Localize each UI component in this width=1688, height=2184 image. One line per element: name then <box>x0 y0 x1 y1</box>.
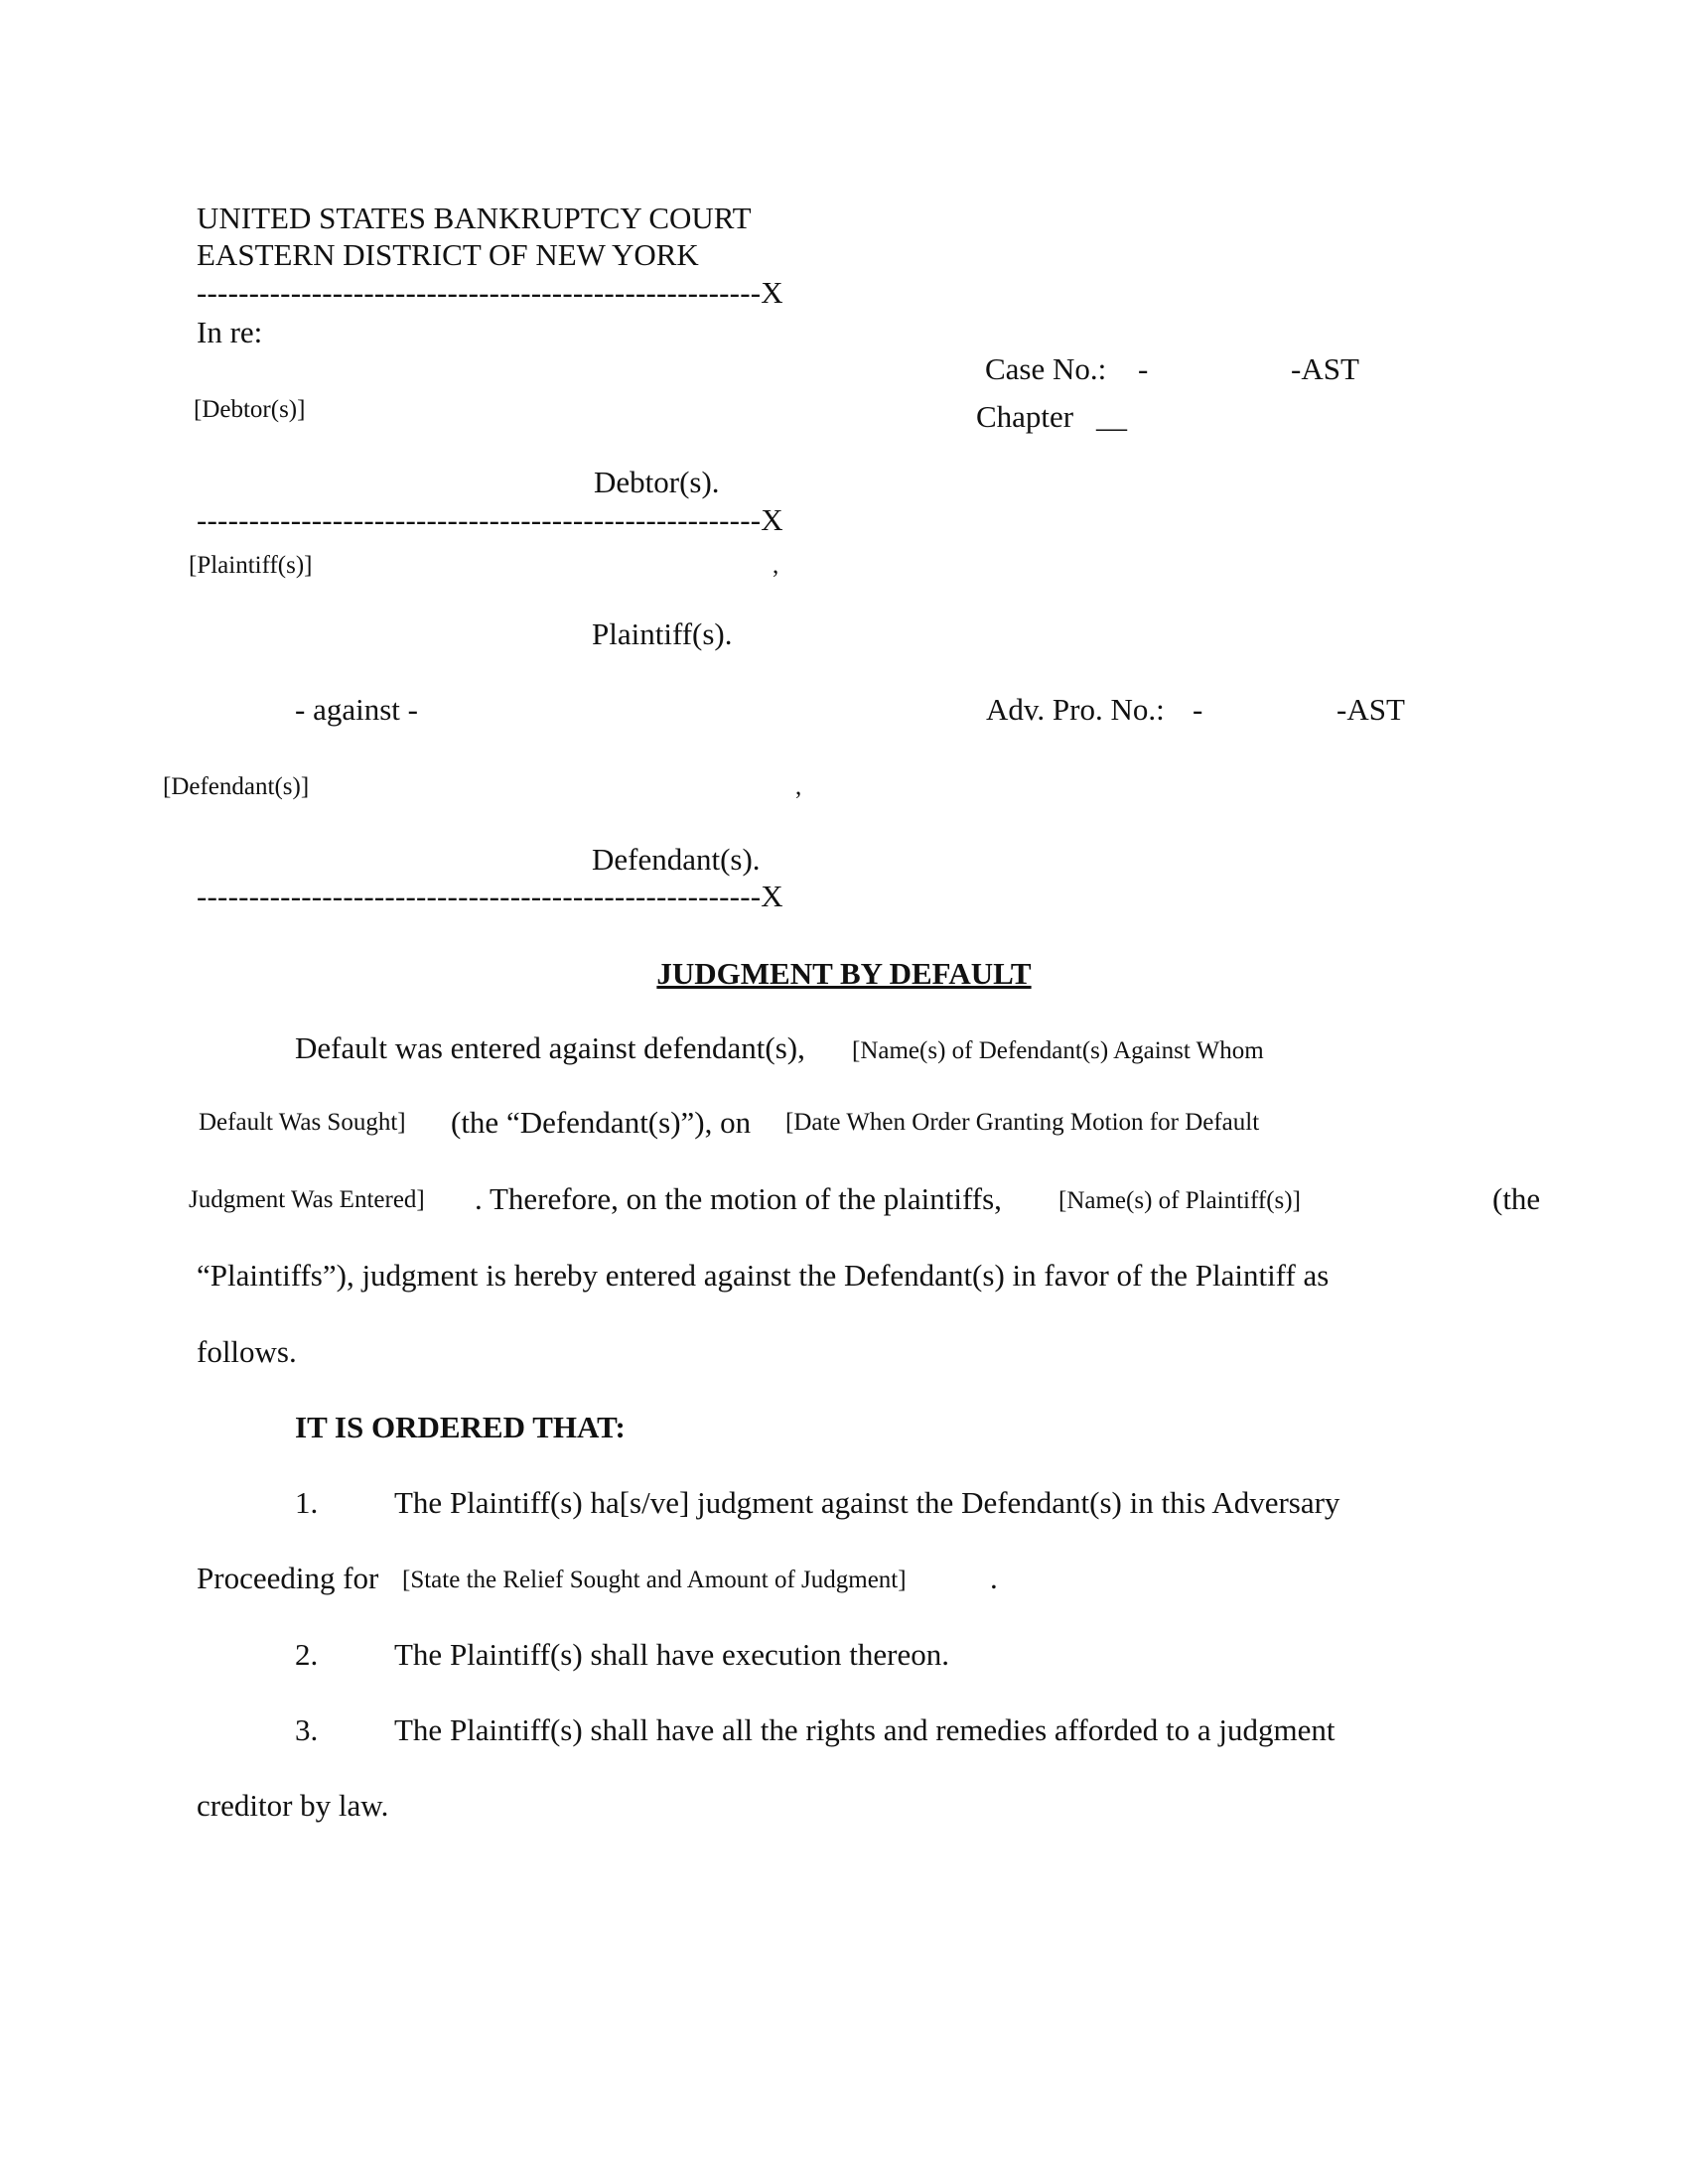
item-3-line-2: creditor by law. <box>197 1788 389 1823</box>
body-line-5: follows. <box>197 1334 297 1369</box>
item-2-text: The Plaintiff(s) shall have execution thereon. <box>394 1637 949 1672</box>
plaintiff-comma: , <box>773 552 779 579</box>
case-no-dash: - <box>1138 351 1149 386</box>
caption-divider-top: ------------------------------------------------------X <box>197 275 783 310</box>
defendant-label: Defendant(s). <box>592 842 761 877</box>
caption-divider-middle: ------------------------------------------------------X <box>197 502 783 537</box>
item-3-number: 3. <box>295 1712 319 1747</box>
item-1-line-2-end: . <box>990 1561 998 1595</box>
case-no-label: Case No.: <box>985 351 1107 386</box>
defendant-field: [Defendant(s)] <box>163 773 310 800</box>
case-no-suffix: -AST <box>1291 351 1359 386</box>
body-line-2-field2: [Date When Order Granting Motion for Default <box>785 1109 1260 1136</box>
body-line-4: “Plaintiffs”), judgment is hereby entered against the Defendant(s) in favor of the Plaintiff as <box>197 1258 1330 1293</box>
item-3-text: The Plaintiff(s) shall have all the rights and remedies afforded to a judgment <box>394 1712 1336 1747</box>
body-line-3-field2: [Name(s) of Plaintiff(s)] <box>1058 1187 1301 1214</box>
body-line-1-text: Default was entered against defendant(s), <box>295 1030 805 1065</box>
against-label: - against - <box>295 692 418 727</box>
chapter-label: Chapter <box>976 399 1074 434</box>
item-1-line-2-text: Proceeding for <box>197 1561 379 1595</box>
ordered-heading: IT IS ORDERED THAT: <box>295 1410 626 1444</box>
item-2-number: 2. <box>295 1637 319 1672</box>
document-title: JUDGMENT BY DEFAULT <box>656 956 1032 991</box>
plaintiff-field: [Plaintiff(s)] <box>189 552 313 579</box>
court-name: UNITED STATES BANKRUPTCY COURT <box>197 201 752 235</box>
body-line-2-field: Default Was Sought] <box>199 1109 406 1136</box>
body-line-3-field: Judgment Was Entered] <box>189 1186 425 1213</box>
adv-pro-suffix: -AST <box>1336 692 1405 727</box>
body-line-3-the: (the <box>1492 1181 1541 1216</box>
debtor-label: Debtor(s). <box>594 465 720 499</box>
chapter-blank: __ <box>1096 399 1127 434</box>
body-line-1-field: [Name(s) of Defendant(s) Against Whom <box>852 1037 1264 1064</box>
in-re-label: In re: <box>197 315 263 349</box>
item-1-number: 1. <box>295 1485 319 1520</box>
caption-divider-bottom: ------------------------------------------------------X <box>197 879 783 913</box>
body-line-2-text: (the “Defendant(s)”), on <box>451 1105 752 1140</box>
item-1-line-2-field: [State the Relief Sought and Amount of Judgment] <box>402 1567 907 1593</box>
debtor-field: [Debtor(s)] <box>194 396 306 423</box>
body-line-3-text: . Therefore, on the motion of the plaintiffs, <box>475 1181 1002 1216</box>
adv-pro-dash: - <box>1193 692 1203 727</box>
defendant-comma: , <box>795 773 802 800</box>
plaintiff-label: Plaintiff(s). <box>592 616 733 651</box>
adv-pro-label: Adv. Pro. No.: <box>986 692 1165 727</box>
court-district: EASTERN DISTRICT OF NEW YORK <box>197 237 699 272</box>
item-1-text: The Plaintiff(s) ha[s/ve] judgment against the Defendant(s) in this Adversary <box>394 1485 1340 1520</box>
